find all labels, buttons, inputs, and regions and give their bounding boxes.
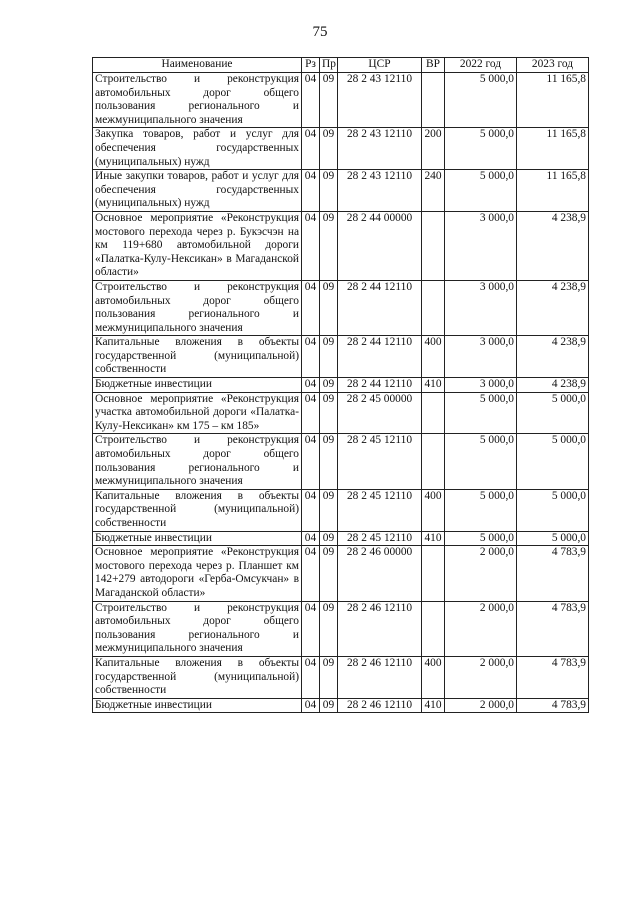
header-pr: Пр xyxy=(320,58,338,73)
table-row xyxy=(93,546,589,601)
row-rz: 04 xyxy=(302,531,320,546)
row-2022: 3 000,0 xyxy=(445,378,517,393)
row-pr: 09 xyxy=(320,378,338,393)
row-2022: 5 000,0 xyxy=(445,489,517,531)
row-rz: 04 xyxy=(302,434,320,489)
row-name: Бюджетные инвестиции xyxy=(93,378,302,393)
row-rz: 04 xyxy=(302,656,320,698)
row-vr xyxy=(422,601,445,656)
table-row xyxy=(93,336,589,378)
table-row xyxy=(93,378,589,393)
row-pr: 09 xyxy=(320,656,338,698)
row-csr: 28 2 43 12110 xyxy=(338,128,422,170)
header-rz: Рз xyxy=(302,58,320,73)
row-rz: 04 xyxy=(302,601,320,656)
row-csr: 28 2 44 12110 xyxy=(338,336,422,378)
row-vr: 400 xyxy=(422,336,445,378)
row-name: Закупка товаров, работ и услуг для обеспечения государственных (муниципальных) нужд xyxy=(93,128,302,170)
row-csr: 28 2 46 12110 xyxy=(338,698,422,713)
row-vr xyxy=(422,280,445,335)
row-rz: 04 xyxy=(302,698,320,713)
row-csr: 28 2 46 00000 xyxy=(338,546,422,601)
row-name: Основное мероприятие «Реконструкция участка автомобильной дороги «Палатка-Кулу-Нексикан» км 175 – км 185» xyxy=(93,392,302,434)
row-rz: 04 xyxy=(302,392,320,434)
row-2023: 11 165,8 xyxy=(517,73,589,128)
row-pr: 09 xyxy=(320,170,338,212)
row-pr: 09 xyxy=(320,698,338,713)
row-rz: 04 xyxy=(302,336,320,378)
table-row xyxy=(93,211,589,280)
row-name: Капитальные вложения в объекты государственной (муниципальной) собственности xyxy=(93,336,302,378)
header-2022: 2022 год xyxy=(445,58,517,73)
row-2022: 3 000,0 xyxy=(445,280,517,335)
row-name: Основное мероприятие «Реконструкция мостового перехода через р. Букэсчэн на км 119+680 автомобильной дороги «Палатка-Кулу-Нексикан» в Магаданской области» xyxy=(93,211,302,280)
row-rz: 04 xyxy=(302,546,320,601)
row-pr: 09 xyxy=(320,128,338,170)
row-rz: 04 xyxy=(302,280,320,335)
row-rz: 04 xyxy=(302,128,320,170)
header-csr: ЦСР xyxy=(338,58,422,73)
row-2022: 2 000,0 xyxy=(445,656,517,698)
row-2023: 5 000,0 xyxy=(517,434,589,489)
row-2022: 2 000,0 xyxy=(445,546,517,601)
table-row xyxy=(93,531,589,546)
row-pr: 09 xyxy=(320,601,338,656)
row-name: Основное мероприятие «Реконструкция мостового перехода через р. Планшет км 142+279 автодороги «Герба-Омсукчан» в Магаданской области» xyxy=(93,546,302,601)
row-name: Строительство и реконструкция автомобильных дорог общего пользования регионального и межмуниципального значения xyxy=(93,434,302,489)
row-2022: 5 000,0 xyxy=(445,73,517,128)
row-vr: 410 xyxy=(422,531,445,546)
row-2022: 5 000,0 xyxy=(445,531,517,546)
header-name: Наименование xyxy=(93,58,302,73)
row-2023: 4 783,9 xyxy=(517,656,589,698)
row-2022: 5 000,0 xyxy=(445,128,517,170)
header-vr: ВР xyxy=(422,58,445,73)
row-rz: 04 xyxy=(302,489,320,531)
row-2023: 5 000,0 xyxy=(517,489,589,531)
row-pr: 09 xyxy=(320,434,338,489)
row-pr: 09 xyxy=(320,336,338,378)
row-csr: 28 2 45 12110 xyxy=(338,434,422,489)
row-2023: 11 165,8 xyxy=(517,128,589,170)
row-name: Капитальные вложения в объекты государственной (муниципальной) собственности xyxy=(93,489,302,531)
row-name: Иные закупки товаров, работ и услуг для обеспечения государственных (муниципальных) нужд xyxy=(93,170,302,212)
row-name: Строительство и реконструкция автомобильных дорог общего пользования регионального и межмуниципального значения xyxy=(93,73,302,128)
row-name: Капитальные вложения в объекты государственной (муниципальной) собственности xyxy=(93,656,302,698)
row-pr: 09 xyxy=(320,546,338,601)
row-vr xyxy=(422,73,445,128)
row-vr: 400 xyxy=(422,656,445,698)
row-pr: 09 xyxy=(320,392,338,434)
row-vr: 410 xyxy=(422,698,445,713)
table-row xyxy=(93,128,589,170)
row-rz: 04 xyxy=(302,170,320,212)
row-vr: 200 xyxy=(422,128,445,170)
row-rz: 04 xyxy=(302,73,320,128)
row-vr xyxy=(422,392,445,434)
row-2023: 4 783,9 xyxy=(517,698,589,713)
row-csr: 28 2 45 12110 xyxy=(338,531,422,546)
row-vr xyxy=(422,546,445,601)
row-2023: 4 238,9 xyxy=(517,211,589,280)
row-2022: 3 000,0 xyxy=(445,211,517,280)
row-csr: 28 2 46 12110 xyxy=(338,601,422,656)
table-row xyxy=(93,656,589,698)
row-vr xyxy=(422,434,445,489)
table-row xyxy=(93,698,589,713)
header-2023: 2023 год xyxy=(517,58,589,73)
row-pr: 09 xyxy=(320,73,338,128)
row-2022: 2 000,0 xyxy=(445,698,517,713)
row-vr: 400 xyxy=(422,489,445,531)
row-csr: 28 2 44 12110 xyxy=(338,280,422,335)
row-csr: 28 2 46 12110 xyxy=(338,656,422,698)
table-row xyxy=(93,73,589,128)
row-name: Бюджетные инвестиции xyxy=(93,698,302,713)
row-pr: 09 xyxy=(320,489,338,531)
row-pr: 09 xyxy=(320,531,338,546)
row-csr: 28 2 43 12110 xyxy=(338,170,422,212)
budget-table xyxy=(92,57,589,713)
row-csr: 28 2 44 12110 xyxy=(338,378,422,393)
row-vr: 410 xyxy=(422,378,445,393)
row-2023: 4 783,9 xyxy=(517,546,589,601)
row-2023: 5 000,0 xyxy=(517,392,589,434)
row-pr: 09 xyxy=(320,280,338,335)
row-name: Бюджетные инвестиции xyxy=(93,531,302,546)
row-2023: 5 000,0 xyxy=(517,531,589,546)
row-2022: 5 000,0 xyxy=(445,392,517,434)
row-csr: 28 2 43 12110 xyxy=(338,73,422,128)
page-number: 75 xyxy=(312,24,328,40)
row-2023: 4 238,9 xyxy=(517,336,589,378)
table-row xyxy=(93,434,589,489)
table-row xyxy=(93,170,589,212)
row-rz: 04 xyxy=(302,378,320,393)
row-vr: 240 xyxy=(422,170,445,212)
row-name: Строительство и реконструкция автомобильных дорог общего пользования регионального и межмуниципального значения xyxy=(93,601,302,656)
table-row xyxy=(93,489,589,531)
table-row xyxy=(93,392,589,434)
row-csr: 28 2 44 00000 xyxy=(338,211,422,280)
row-2022: 2 000,0 xyxy=(445,601,517,656)
row-2023: 4 238,9 xyxy=(517,378,589,393)
row-rz: 04 xyxy=(302,211,320,280)
row-pr: 09 xyxy=(320,211,338,280)
row-2023: 11 165,8 xyxy=(517,170,589,212)
table-body xyxy=(93,73,589,713)
row-vr xyxy=(422,211,445,280)
row-csr: 28 2 45 12110 xyxy=(338,489,422,531)
table-row xyxy=(93,601,589,656)
row-name: Строительство и реконструкция автомобильных дорог общего пользования регионального и межмуниципального значения xyxy=(93,280,302,335)
row-2023: 4 783,9 xyxy=(517,601,589,656)
table-header-row xyxy=(93,58,589,73)
row-2022: 5 000,0 xyxy=(445,170,517,212)
row-2022: 5 000,0 xyxy=(445,434,517,489)
table-row xyxy=(93,280,589,335)
row-2023: 4 238,9 xyxy=(517,280,589,335)
row-2022: 3 000,0 xyxy=(445,336,517,378)
row-csr: 28 2 45 00000 xyxy=(338,392,422,434)
